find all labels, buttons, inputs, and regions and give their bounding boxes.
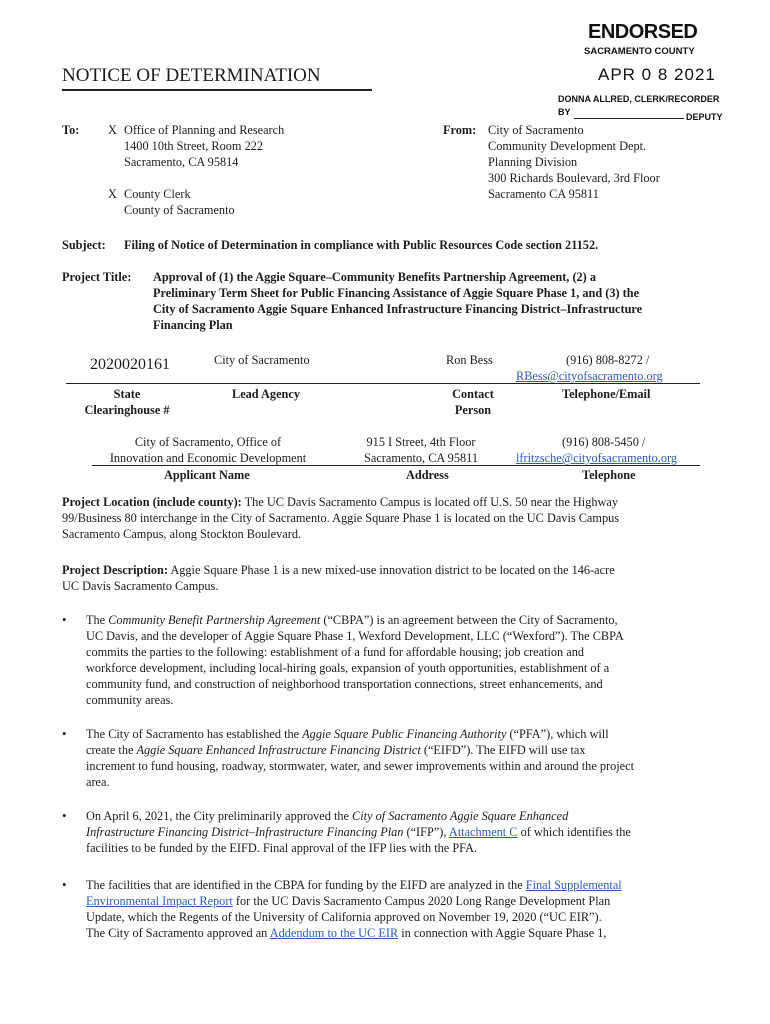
endorsed-stamp-deputy: DEPUTY [686, 112, 723, 122]
to-address-opr: Office of Planning and Research 1400 10th Street, Room 222 Sacramento, CA 95814 [124, 123, 285, 169]
applicant-name-value: City of Sacramento, Office of Innovation and Economic Development [109, 435, 307, 465]
applicant-phone-value: (916) 808-5450 / [562, 435, 646, 449]
applicant-email-link[interactable]: lfritzsche@cityofsacramento.org [516, 451, 677, 465]
contact-person-value: Ron Bess [446, 353, 493, 367]
title-rule [62, 89, 372, 91]
endorsed-stamp-by: BY [558, 107, 571, 117]
addendum-link[interactable]: Addendum to the UC EIR [269, 926, 399, 940]
final-seir-link-cont[interactable]: Environmental Impact Report [86, 894, 233, 908]
final-seir-link[interactable]: Final Supplemental [525, 878, 622, 892]
endorsed-stamp-clerk: DONNA ALLRED, CLERK/RECORDER [558, 94, 720, 104]
attachment-c-link[interactable]: Attachment C [448, 825, 518, 839]
bullet-dot-pfa: • [62, 726, 67, 741]
project-description: Project Description: Aggie Square Phase 1 is a new mixed-use innovation district to be located on the 146-acre UC Davis Sacramento Campus. [62, 563, 615, 593]
bullet-cbpa: The Community Benefit Partnership Agreement (“CBPA”) is an agreement between the City of Sacramento, UC Davis, and the developer of Aggie Square Phase 1, Wexford Development, LLC (“Wexford”). The CBPA commits the parties to the following: establishment of a fund for affordable housing; job creation and workforce development, including local-hiring goals, expansion of youth opportunities, establishment of a community fund, and construction of neighborhood transportation connections, street enhancements, and community areas. [86, 613, 624, 707]
page-title: NOTICE OF DETERMINATION [62, 65, 321, 86]
from-address: City of Sacramento Community Development Dept. Planning Division 300 Richards Boulevard, 3rd Floor Sacramento CA 95811 [488, 123, 660, 201]
contact-phone-value: (916) 808-8272 / [566, 353, 650, 367]
project-location: Project Location (include county): The UC Davis Sacramento Campus is located off U.S. 50 near the Highway 99/Business 80 interchange in the City of Sacramento. Aggie Square Phase 1 is located on the UC Davis Campus Sacramento Campus, along Stockton Boulevard. [62, 495, 620, 541]
project-title-text: Approval of (1) the Aggie Square–Community Benefits Partnership Agreement, (2) a Preliminary Term Sheet for Public Financing Assistance of Aggie Square Phase 1, and (3) the City of Sacramento Aggie Square Enhanced Infrastructure Financing District–Infrastructure Financing Plan [153, 270, 643, 332]
bullet-eir: The facilities that are identified in the CBPA for funding by the EIFD are analyzed in the Final Supplemental Environmental Impact Report for the UC Davis Sacramento Campus 2020 Long Range Development Plan Update, which the Regents of the University of California approved on November 19, 2020 (“UC EIR”). The City of Sacramento approved an Addendum to the UC EIR in connection with Aggie Square Phase 1, [86, 878, 622, 940]
endorsed-stamp-county: SACRAMENTO COUNTY [584, 46, 695, 57]
applicant-address-value: 915 I Street, 4th Floor Sacramento, CA 95811 [364, 435, 478, 465]
header-lead-agency: Lead Agency [232, 387, 300, 401]
header-contact-person: Contact Person [452, 387, 494, 417]
bullet-dot-cbpa: • [62, 612, 67, 627]
row2-rule [92, 465, 700, 466]
header-applicant-name: Applicant Name [164, 468, 250, 482]
clearinghouse-number: 2020020161 [90, 356, 170, 373]
header-state-clearinghouse: State Clearinghouse # [84, 387, 170, 417]
row1-rule [66, 383, 700, 384]
bullet-dot-eir: • [62, 877, 67, 892]
to-mark-opr: X [108, 123, 117, 137]
from-label: From: [443, 123, 477, 137]
bullet-pfa: The City of Sacramento has established the Aggie Square Public Financing Authority (“PFA”), which will create the Aggie Square Enhanced Infrastructure Financing District (“EIFD”). The EIFD will use tax increment to fund housing, roadway, stormwater, water, and sewer improvements within and around the project area. [86, 727, 635, 789]
endorsed-stamp-title: ENDORSED [588, 21, 698, 43]
bullet-ifp: On April 6, 2021, the City preliminarily approved the City of Sacramento Aggie Square Enhanced Infrastructure Financing District–Infrastructure Financing Plan (“IFP”), Attachment C of which identifies the facilities to be funded by the EIFD. Final approval of the IFP lies with the PFA. [86, 809, 631, 855]
header-telephone-email: Telephone/Email [562, 387, 651, 401]
to-label: To: [62, 123, 80, 137]
bullet-dot-ifp: • [62, 808, 67, 823]
endorsed-stamp-signature-line [574, 118, 684, 119]
subject-text: Filing of Notice of Determination in compliance with Public Resources Code section 21152. [124, 238, 599, 252]
header-address: Address [406, 468, 449, 482]
lead-agency-value: City of Sacramento [214, 353, 310, 367]
contact-email-link[interactable]: RBess@cityofsacramento.org [516, 369, 663, 383]
subject-label: Subject: [62, 238, 106, 252]
project-location-label: Project Location (include county): [62, 495, 242, 509]
project-description-label: Project Description: [62, 563, 168, 577]
header-telephone: Telephone [582, 468, 636, 482]
to-address-clerk: County Clerk County of Sacramento [124, 187, 235, 217]
project-title-label: Project Title: [62, 270, 132, 284]
to-mark-clerk: X [108, 187, 117, 201]
endorsed-stamp-date: APR 0 8 2021 [598, 65, 716, 84]
